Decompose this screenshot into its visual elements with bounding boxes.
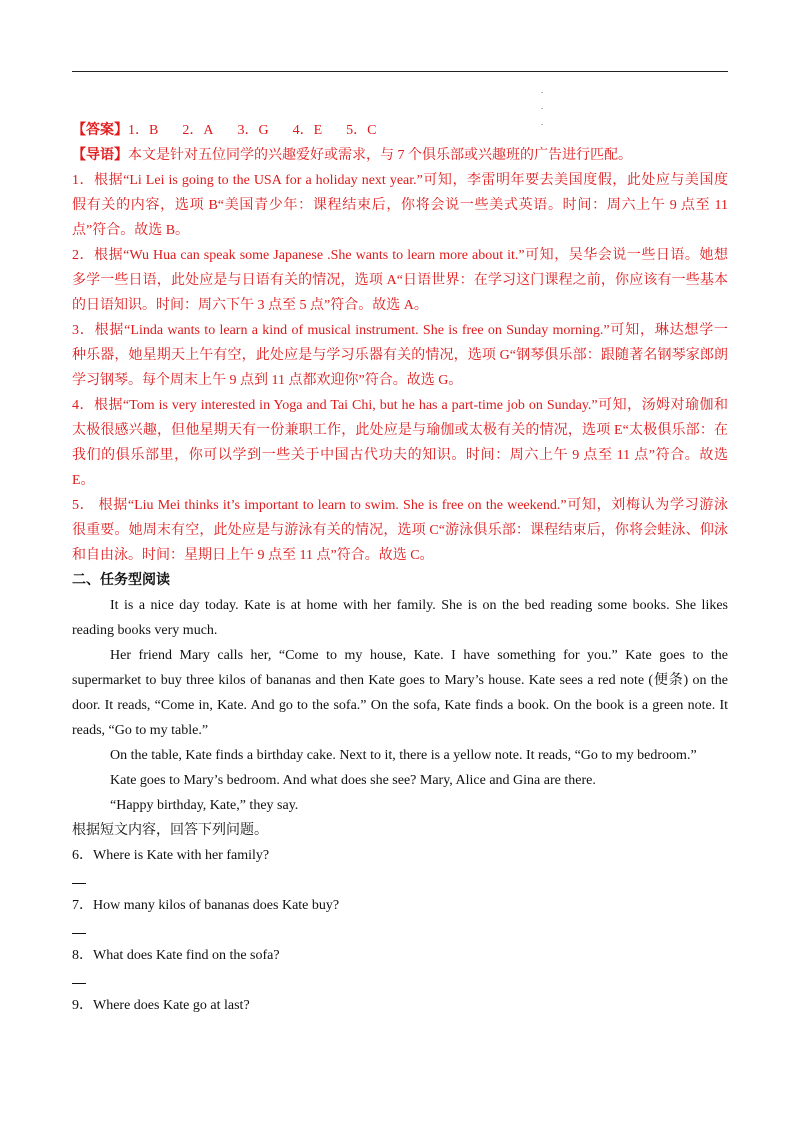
question-7: 7．How many kilos of bananas does Kate buy? [72, 898, 340, 913]
passage-paragraph-2 [72, 643, 728, 743]
passage-line: It is a nice day today. Kate is at home with her family. She is on the bed reading some books. She likes [110, 598, 728, 613]
question-6: 6．Where is Kate with her family? [72, 848, 270, 863]
answer-item: 2．A [182, 123, 214, 138]
explanation-5 [72, 493, 728, 568]
guide [72, 143, 728, 168]
passage-paragraph-4 [72, 768, 728, 793]
passage-paragraph-5 [72, 793, 728, 818]
passage-paragraph-3 [72, 743, 728, 768]
passage-line: Her friend Mary calls her, “Come to my house, Kate. I have something for you.” Kate goes to the [110, 648, 728, 663]
passage-paragraph-1 [72, 593, 728, 643]
answer-item: 1．B [128, 123, 159, 138]
explanation-line: 很重要。她周末有空，此处应是与游泳有关的情况，选项 C“游泳俱乐部：课程结束后，你将会蛙泳、仰泳 [72, 523, 728, 538]
answer-line [72, 919, 86, 934]
section-heading: 二、任务型阅读 [72, 573, 170, 588]
passage-line: supermarket to buy three kilos of bananas and then Kate goes to Mary’s house. Kate sees a red note (便条) on the [72, 673, 728, 688]
explanation-line: 1．根据“Li Lei is going to the USA for a holiday next year.”可知，李雷明年要去美国度假，此处应与美国度 [72, 173, 728, 188]
answer-key-label: 【答案】 [72, 123, 128, 138]
question-9: 9．Where does Kate go at last? [72, 998, 250, 1013]
explanation-line: 种乐器，她星期天上午有空，此处应是与学习乐器有关的情况，选项 G“钢琴俱乐部：跟随著名钢琴家郎朗 [72, 348, 728, 363]
explanation-line: 学习钢琴。每个周末上午 9 点到 11 点都欢迎你”符合。故选 G。 [72, 373, 463, 388]
answer-key [72, 118, 728, 143]
explanation-line: 的日语知识。时间：周六下午 3 点至 5 点”符合。故选 A。 [72, 298, 428, 313]
guide-text: 本文是针对五位同学的兴趣爱好或需求，与 7 个俱乐部或兴趣班的广告进行匹配。 [128, 148, 632, 163]
explanation-line: 假有关的内容，选项 B“美国青少年：课程结束后，你将会说一些美式英语。时间：周六上午 9 点至 11 [72, 198, 728, 213]
explanation-4 [72, 393, 728, 493]
passage-line: door. It reads, “Come in, Kate. And go to the sofa.” On the sofa, Kate finds a book. On the book is a green note. It [72, 698, 728, 713]
answer-blank-7[interactable] [72, 918, 728, 943]
explanation-line: E。 [72, 473, 95, 488]
explanation-line: 太极很感兴趣，但他星期天有一份兼职工作，此处应是与瑜伽或太极有关的情况，选项 E“太极俱乐部：在 [72, 423, 728, 438]
answer-blank-6[interactable] [72, 868, 728, 893]
answer-line [72, 969, 86, 984]
explanation-2 [72, 243, 728, 318]
answer-item: 3．G [237, 123, 269, 138]
question-8: 8．What does Kate find on the sofa? [72, 948, 280, 963]
dot: . [541, 117, 544, 127]
explanation-1 [72, 168, 728, 243]
explanation-line: 点”符合。故选 B。 [72, 223, 190, 238]
answer-item: 4．E [292, 123, 323, 138]
passage-line: On the table, Kate finds a birthday cake. Next to it, there is a yellow note. It reads, “Go to my bedroom.” [110, 748, 697, 763]
explanation-line: 5． 根据“Liu Mei thinks it’s important to learn to swim. She is free on the weekend.”可知，刘梅认为学习游泳 [72, 498, 728, 513]
explanation-line: 4．根据“Tom is very interested in Yoga and Tai Chi, but he has a part-time job on Sunday.”可知，汤姆对瑜伽和 [72, 398, 728, 413]
answer-item: 5．C [346, 123, 377, 138]
dot: . [541, 85, 544, 95]
passage-line: Kate goes to Mary’s bedroom. And what does she see? Mary, Alice and Gina are there. [110, 773, 596, 788]
explanation-line: 2．根据“Wu Hua can speak some Japanese .She wants to learn more about it.”可知，吴华会说一些日语。她想 [72, 248, 728, 263]
passage-line: reading books very much. [72, 623, 218, 638]
dot: . [541, 101, 544, 111]
passage-line: reads, “Go to my table.” [72, 723, 209, 738]
header-rule [72, 71, 728, 72]
document-body [72, 118, 728, 1018]
explanation-line: 多学一些日语，此处应是与日语有关的情况，选项 A“日语世界：在学习这门课程之前，你应该有一些基本 [72, 273, 728, 288]
explanation-line: 和自由泳。时间：星期日上午 9 点至 11 点”符合。故选 C。 [72, 548, 434, 563]
answer-line [72, 869, 86, 884]
instruction: 根据短文内容，回答下列问题。 [72, 823, 268, 838]
guide-label: 【导语】 [72, 148, 128, 163]
explanation-line: 我们的俱乐部里，你可以学到一些关于中国古代功夫的知识。时间：周六上午 9 点至 11 点”符合。故选 [72, 448, 728, 463]
passage-line: “Happy birthday, Kate,” they say. [110, 798, 299, 813]
explanation-line: 3．根据“Linda wants to learn a kind of musical instrument. She is free on Sunday morning.”可知，琳达想学一 [72, 323, 728, 338]
explanation-3 [72, 318, 728, 393]
answer-blank-8[interactable] [72, 968, 728, 993]
